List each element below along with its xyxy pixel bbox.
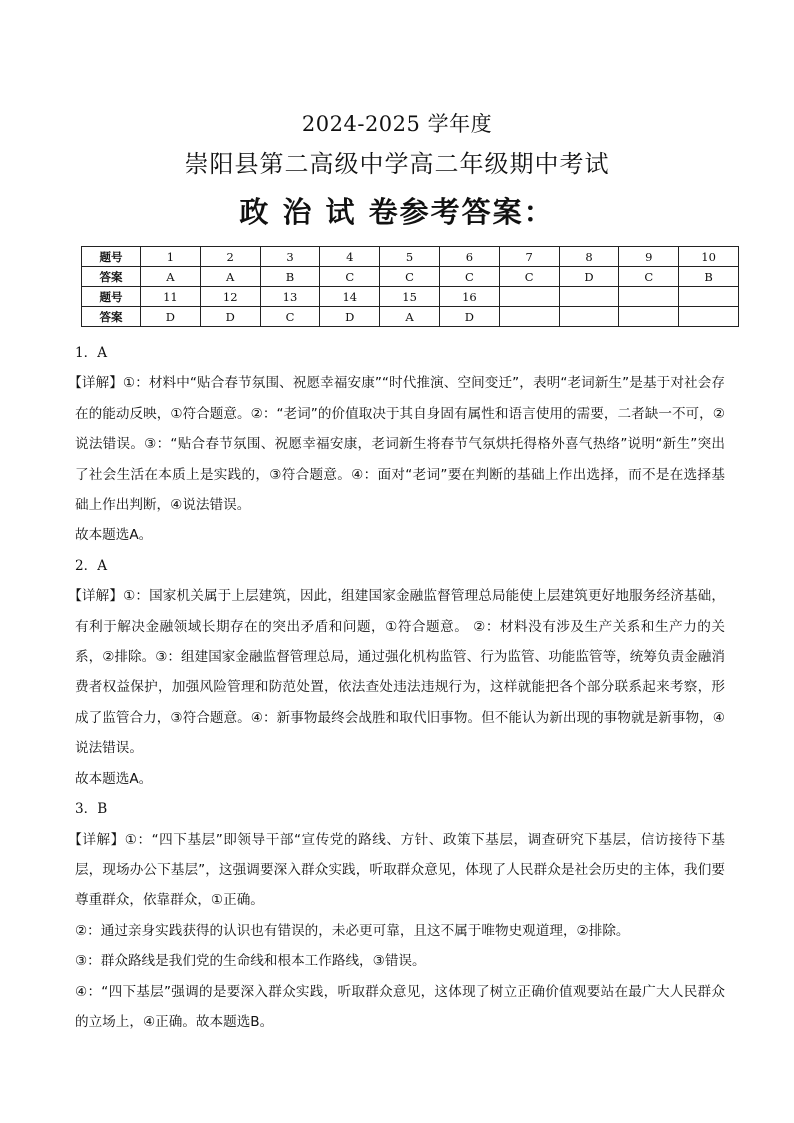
empty-cell: [499, 287, 559, 307]
question-3-option-2: ②：通过亲身实践获得的认识也有错误的，未必更可靠，且这不属于唯物史观道理，②排除。: [75, 922, 630, 939]
question-3-explanation: 【详解】①：“四下基层”即领导干部“宣传党的路线、方针、政策下基层，调查研究下基层，信访接待下基层，现场办公下基层”，这强调要深入群众实践，听取群众意见，体现了人民群众是社会历史的主体，我们要尊重群众，依靠群众，①正确。: [68, 831, 725, 909]
answer-cell: C: [439, 267, 499, 287]
answer-cell: D: [320, 307, 380, 327]
table-row: [82, 267, 739, 287]
question-number: 2: [200, 247, 260, 267]
school-year-heading: 2024-2025 学年度: [301, 112, 493, 136]
empty-cell: [559, 287, 619, 307]
answer-cell: A: [141, 267, 201, 287]
row-label: 答案: [82, 267, 141, 287]
question-number: 11: [141, 287, 201, 307]
question-2-conclusion: 故本题选A。: [75, 770, 153, 787]
answer-cell: D: [141, 307, 201, 327]
question-number: 4: [320, 247, 380, 267]
question-2-answer: 2．A: [75, 557, 108, 574]
empty-cell: [679, 287, 739, 307]
question-3-option-4: ④：“四下基层”强调的是要深入群众实践，听取群众意见，这体现了树立正确价值观要站在最广大人民群众的立场上，④正确。故本题选B。: [75, 983, 725, 1030]
question-1-explanation: 【详解】①：材料中“贴合春节氛围、祝愿幸福安康”“时代推演、空间变迁”，表明“老词新生”是基于对社会存在的能动反映，①符合题意。②：“老词”的价值取决于其自身固有属性和语言使用的需要，二者缺一不可，②说法错误。③：“贴合春节氛围、祝愿幸福安康，老词新生将春节气氛烘托得格外喜气热络”说明“新生”突出了社会生活在本质上是实践的，③符合题意。④：面对“老词”要在判断的基础上作出选择，而不是在选择基础上作出判断，④说法错误。: [68, 375, 725, 514]
paper-title: 政 治 试 卷参考答案：: [239, 195, 555, 229]
row-label: 题号: [82, 287, 141, 307]
question-number: 1: [141, 247, 201, 267]
question-number: 12: [200, 287, 260, 307]
question-number: 8: [559, 247, 619, 267]
answer-cell: B: [260, 267, 320, 287]
answer-cell: D: [200, 307, 260, 327]
question-number: 16: [439, 287, 499, 307]
empty-cell: [679, 307, 739, 327]
empty-cell: [619, 307, 679, 327]
table-row: [82, 247, 739, 267]
explanations: [68, 338, 725, 1037]
question-3-answer: 3．B: [75, 801, 108, 818]
answer-cell: A: [380, 307, 440, 327]
question-number: 14: [320, 287, 380, 307]
answer-cell: C: [260, 307, 320, 327]
answer-cell: C: [619, 267, 679, 287]
row-label: 答案: [82, 307, 141, 327]
table-row: [82, 287, 739, 307]
answer-cell: C: [499, 267, 559, 287]
table-row: [82, 307, 739, 327]
empty-cell: [619, 287, 679, 307]
answer-cell: C: [380, 267, 440, 287]
answer-cell: D: [439, 307, 499, 327]
question-number: 7: [499, 247, 559, 267]
question-1-answer: 1．A: [75, 345, 108, 361]
empty-cell: [499, 307, 559, 327]
answer-cell: A: [200, 267, 260, 287]
answer-cell: D: [559, 267, 619, 287]
row-label: 题号: [82, 247, 141, 267]
answer-cell: B: [679, 267, 739, 287]
question-number: 3: [260, 247, 320, 267]
question-number: 15: [380, 287, 440, 307]
exam-name-heading: 崇阳县第二高级中学高二年级期中考试: [184, 150, 610, 178]
question-number: 13: [260, 287, 320, 307]
answer-table: [81, 246, 739, 327]
question-1-conclusion: 故本题选A。: [75, 527, 153, 544]
question-2-explanation: 【详解】①：国家机关属于上层建筑，因此，组建国家金融监督管理总局能使上层建筑更好地服务经济基础，有利于解决金融领域长期存在的突出矛盾和问题，①符合题意。 ②：材料没有涉及生产关系和生产力的关系，②排除。③：组建国家金融监督管理总局，通过强化机构监管、行为监管、功能监管等，统筹负责金融消费者权益保护，加强风险管理和防范处置，依法查处违法违规行为，这样就能把各个部分联系起来考察，形成了监管合力，③符合题意。④：新事物最终会战胜和取代旧事物。但不能认为新出现的事物就是新事物，④说法错误。: [68, 588, 725, 757]
question-number: 5: [380, 247, 440, 267]
question-number: 6: [439, 247, 499, 267]
empty-cell: [559, 307, 619, 327]
question-number: 9: [619, 247, 679, 267]
question-3-option-3: ③：群众路线是我们党的生命线和根本工作路线，③错误。: [75, 953, 426, 970]
question-number: 10: [679, 247, 739, 267]
answer-cell: C: [320, 267, 380, 287]
